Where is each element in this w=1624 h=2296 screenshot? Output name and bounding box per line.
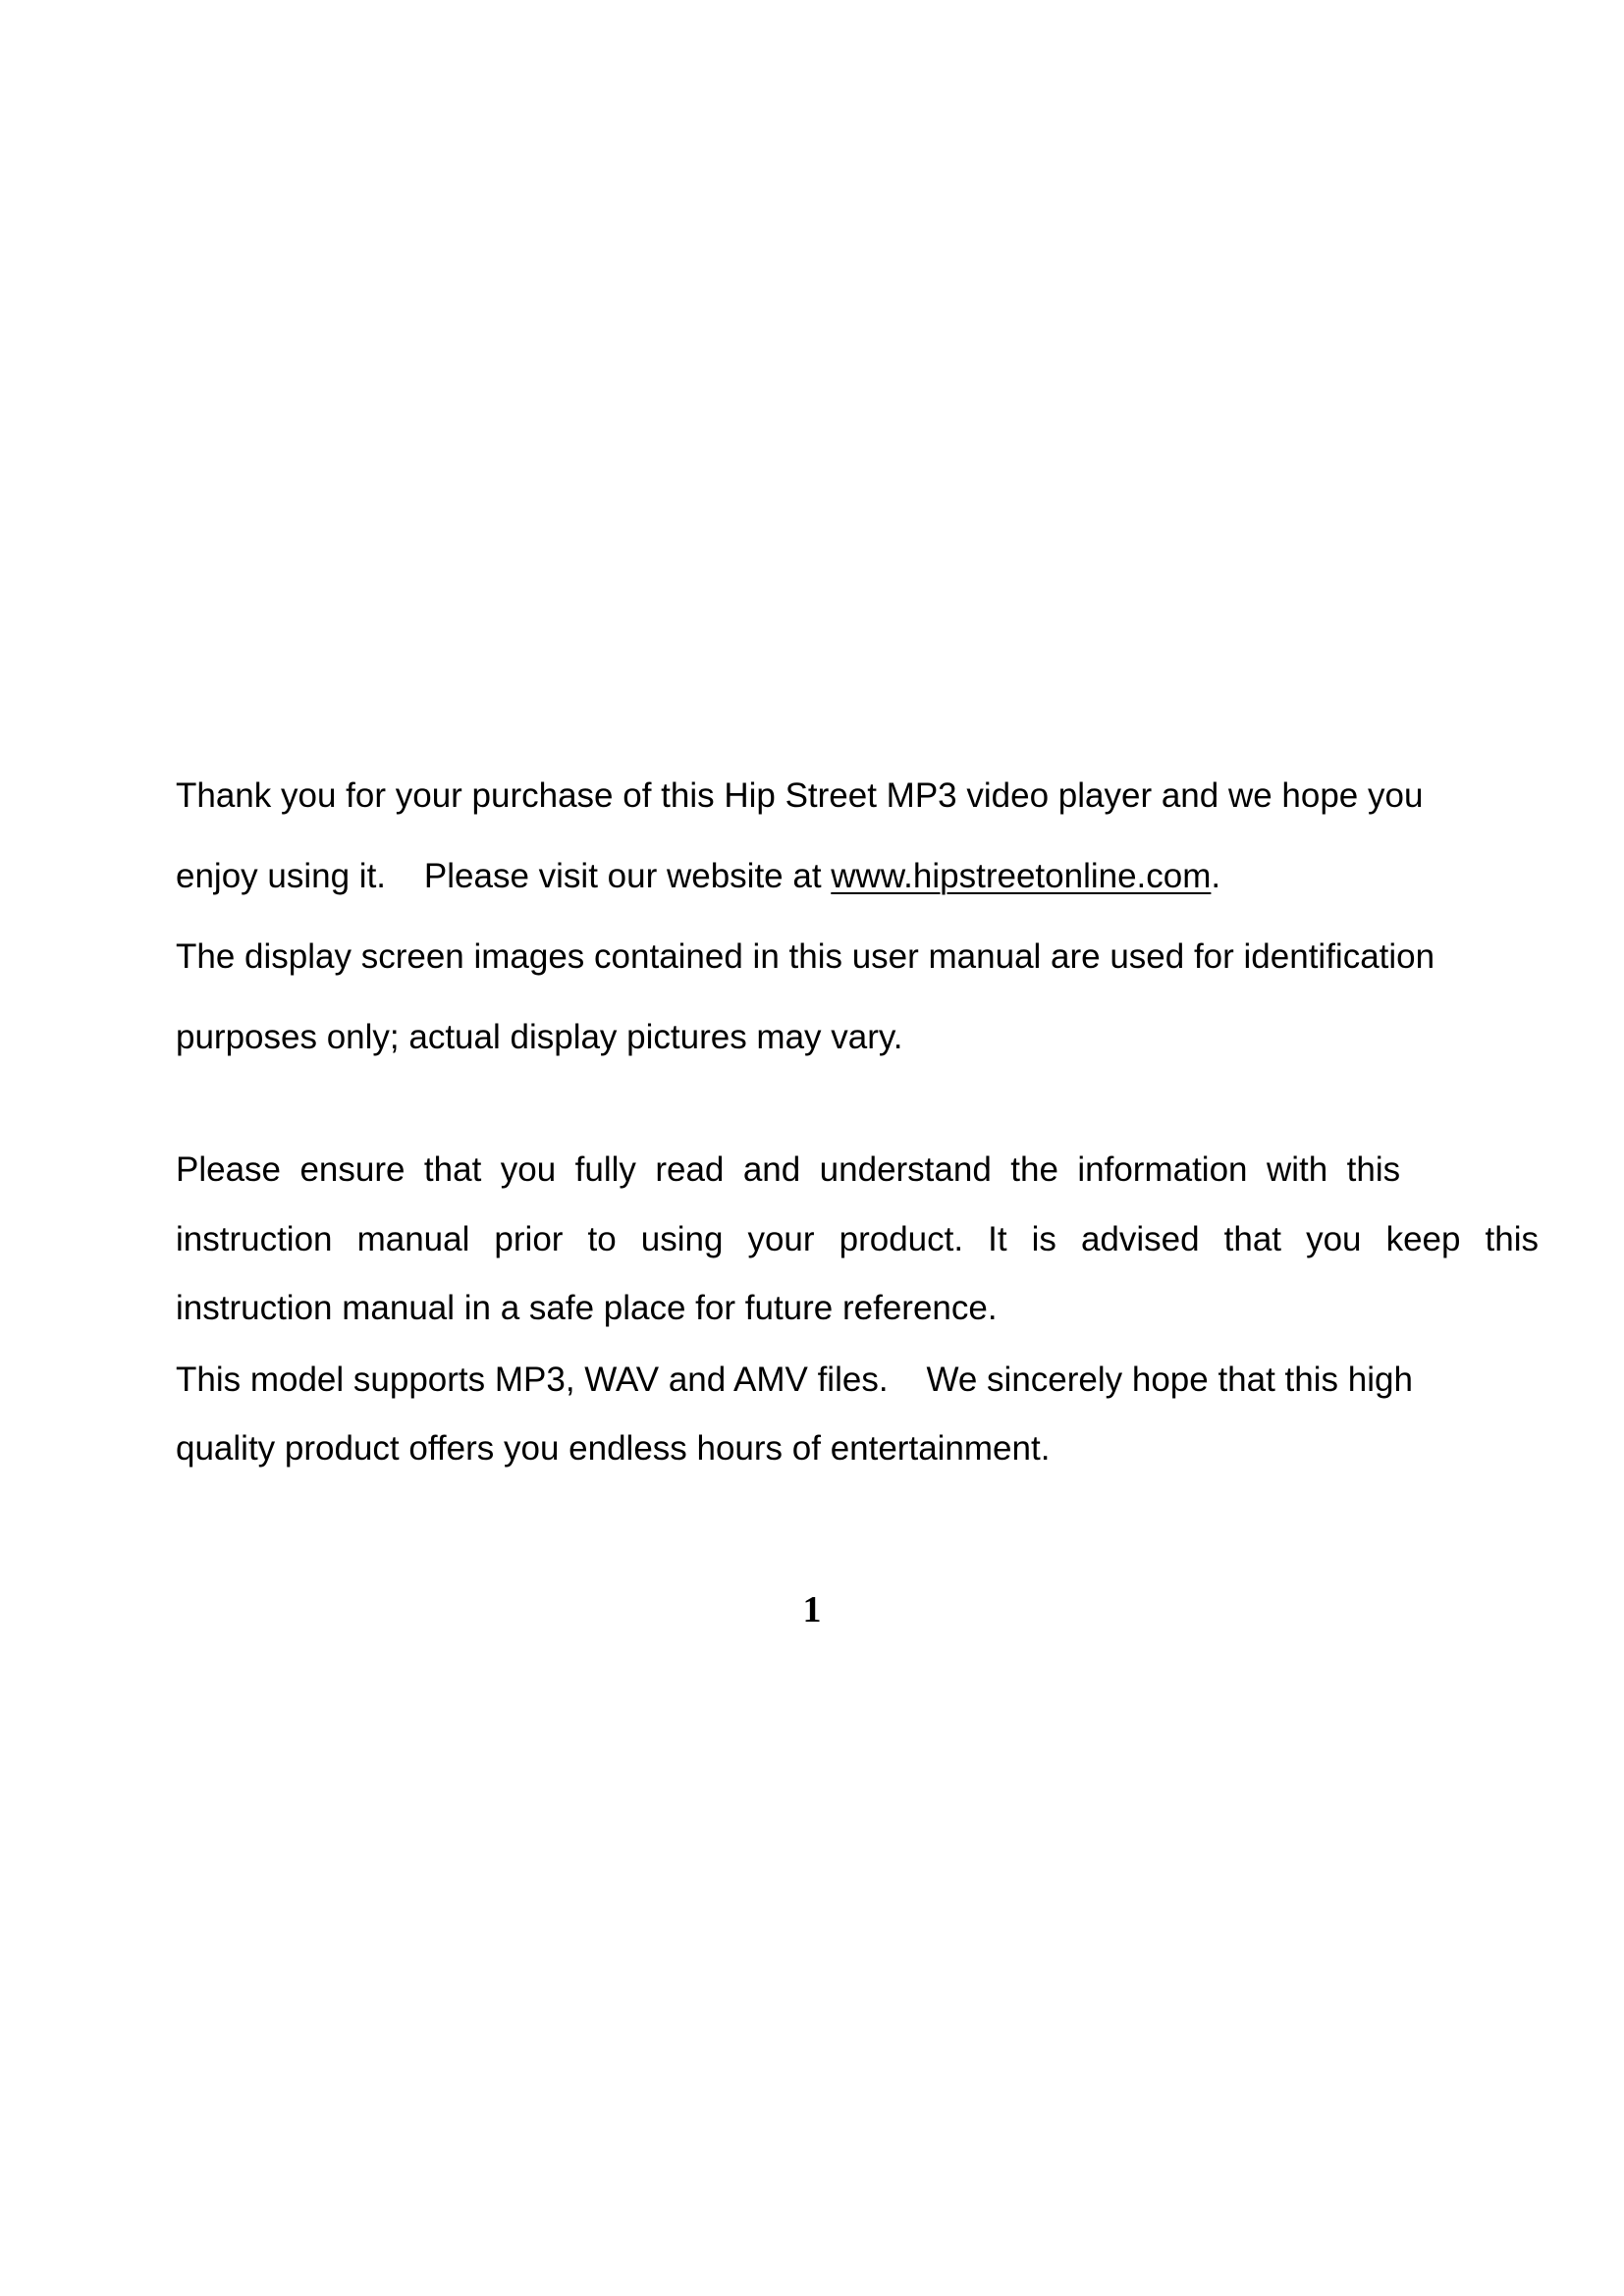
intro-line-2-text: enjoy using it. Please visit our website at <box>176 857 832 895</box>
advice-word: keep <box>1385 1220 1461 1258</box>
advice-line-3: instruction manual in a safe place for future reference. <box>176 1289 998 1327</box>
advice-word: is <box>1031 1220 1056 1258</box>
advice-word: to <box>587 1220 617 1258</box>
advice-line-4: This model supports MP3, WAV and AMV files. We sincerely hope that this high <box>176 1361 1413 1399</box>
advice-line-1: Please ensure that you fully read and understand the information with this <box>176 1150 1401 1189</box>
advice-line-2 <box>176 1220 1539 1259</box>
advice-word: prior <box>494 1220 564 1258</box>
intro-line-1: Thank you for your purchase of this Hip Street MP3 video player and we hope you <box>176 776 1424 815</box>
advice-word: you <box>1306 1220 1362 1258</box>
page-number: 1 <box>802 1589 822 1630</box>
advice-word: manual <box>356 1220 470 1258</box>
website-link[interactable]: www.hipstreetonline.com <box>831 857 1212 895</box>
advice-word: this <box>1485 1220 1539 1258</box>
intro-line-2 <box>176 857 1220 896</box>
advice-word: instruction <box>176 1220 333 1258</box>
advice-word: advised <box>1080 1220 1200 1258</box>
intro-line-4: purposes only; actual display pictures may vary. <box>176 1018 903 1056</box>
advice-word: It <box>988 1220 1007 1258</box>
intro-line-3: The display screen images contained in this user manual are used for identification <box>176 937 1435 976</box>
advice-line-5: quality product offers you endless hours of entertainment. <box>176 1429 1051 1468</box>
advice-word: that <box>1223 1220 1282 1258</box>
advice-word: your <box>747 1220 815 1258</box>
advice-word: product. <box>839 1220 964 1258</box>
intro-line-2-period: . <box>1211 857 1221 895</box>
advice-word: using <box>640 1220 724 1258</box>
